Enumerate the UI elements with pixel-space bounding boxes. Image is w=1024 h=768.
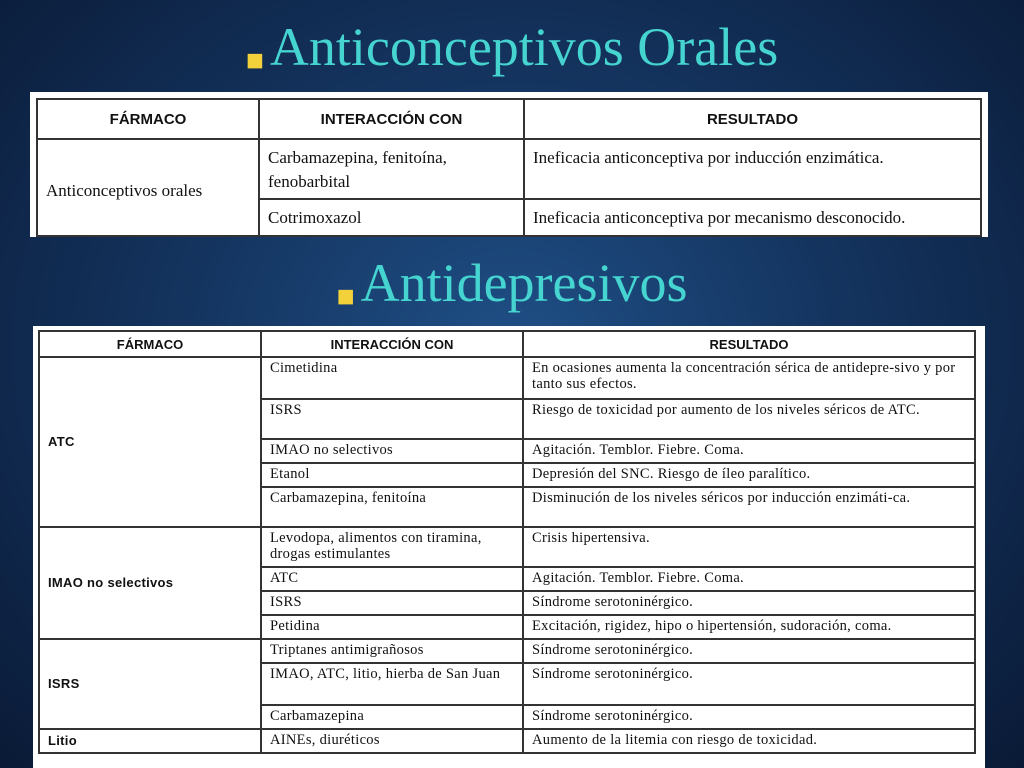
table-row bbox=[39, 729, 975, 753]
table-row bbox=[39, 357, 975, 399]
result-cell: Síndrome serotoninérgico. bbox=[523, 663, 975, 705]
interaction-cell: Triptanes antimigrañosos bbox=[261, 639, 523, 663]
antidepressants-table-panel bbox=[33, 326, 985, 768]
interaction-cell: Petidina bbox=[261, 615, 523, 639]
square-bullet-icon: ■ bbox=[245, 44, 264, 77]
result-cell: Síndrome serotoninérgico. bbox=[523, 591, 975, 615]
drug-cell: ISRS bbox=[39, 639, 261, 729]
interaction-cell: Etanol bbox=[261, 463, 523, 487]
result-cell: Excitación, rigidez, hipo o hipertensión, sudoración, coma. bbox=[523, 615, 975, 639]
interaction-cell: Carbamazepina, fenitoína, fenobarbital bbox=[259, 139, 524, 199]
table-header-row bbox=[39, 331, 975, 357]
result-cell: Agitación. Temblor. Fiebre. Coma. bbox=[523, 439, 975, 463]
interaction-cell: Cotrimoxazol bbox=[259, 199, 524, 236]
header-interaccion: INTERACCIÓN CON bbox=[259, 99, 524, 139]
drug-cell: IMAO no selectivos bbox=[39, 527, 261, 639]
table-row bbox=[39, 639, 975, 663]
interaction-cell: Levodopa, alimentos con tiramina, drogas estimulantes bbox=[261, 527, 523, 567]
section-title-text: Antidepresivos bbox=[360, 253, 688, 313]
contraceptives-interaction-table bbox=[36, 98, 982, 237]
drug-cell: Anticonceptivos orales bbox=[37, 139, 259, 236]
interaction-cell: IMAO, ATC, litio, hierba de San Juan bbox=[261, 663, 523, 705]
interaction-cell: IMAO no selectivos bbox=[261, 439, 523, 463]
drug-cell: Litio bbox=[39, 729, 261, 753]
interaction-cell: AINEs, diuréticos bbox=[261, 729, 523, 753]
section-title-antidepresivos bbox=[0, 250, 1024, 316]
interaction-cell: ISRS bbox=[261, 591, 523, 615]
interaction-cell: Carbamazepina, fenitoína bbox=[261, 487, 523, 527]
result-cell: Aumento de la litemia con riesgo de toxicidad. bbox=[523, 729, 975, 753]
result-cell: Ineficacia anticonceptiva por inducción enzimática. bbox=[524, 139, 981, 199]
contraceptives-table-panel bbox=[30, 92, 988, 237]
section-title-text: Anticonceptivos Orales bbox=[269, 17, 779, 77]
interaction-cell: Carbamazepina bbox=[261, 705, 523, 729]
interaction-cell: ISRS bbox=[261, 399, 523, 439]
result-cell: Disminución de los niveles séricos por inducción enzimáti-ca. bbox=[523, 487, 975, 527]
header-resultado: RESULTADO bbox=[524, 99, 981, 139]
result-cell: Agitación. Temblor. Fiebre. Coma. bbox=[523, 567, 975, 591]
header-interaccion: INTERACCIÓN CON bbox=[261, 331, 523, 357]
section-title-anticonceptivos bbox=[0, 14, 1024, 80]
drug-cell: ATC bbox=[39, 357, 261, 527]
result-cell: Depresión del SNC. Riesgo de íleo paralítico. bbox=[523, 463, 975, 487]
result-cell: Síndrome serotoninérgico. bbox=[523, 705, 975, 729]
interaction-cell: ATC bbox=[261, 567, 523, 591]
interaction-cell: Cimetidina bbox=[261, 357, 523, 399]
result-cell: Síndrome serotoninérgico. bbox=[523, 639, 975, 663]
header-resultado: RESULTADO bbox=[523, 331, 975, 357]
result-cell: Ineficacia anticonceptiva por mecanismo desconocido. bbox=[524, 199, 981, 236]
result-cell: Riesgo de toxicidad por aumento de los niveles séricos de ATC. bbox=[523, 399, 975, 439]
antidepressants-interaction-table bbox=[38, 330, 976, 754]
square-bullet-icon: ■ bbox=[336, 280, 355, 313]
table-row bbox=[39, 527, 975, 567]
table-row bbox=[37, 139, 981, 199]
table-header-row bbox=[37, 99, 981, 139]
result-cell: En ocasiones aumenta la concentración sérica de antidepre-sivo y por tanto sus efectos. bbox=[523, 357, 975, 399]
header-farmaco: FÁRMACO bbox=[39, 331, 261, 357]
result-cell: Crisis hipertensiva. bbox=[523, 527, 975, 567]
header-farmaco: FÁRMACO bbox=[37, 99, 259, 139]
